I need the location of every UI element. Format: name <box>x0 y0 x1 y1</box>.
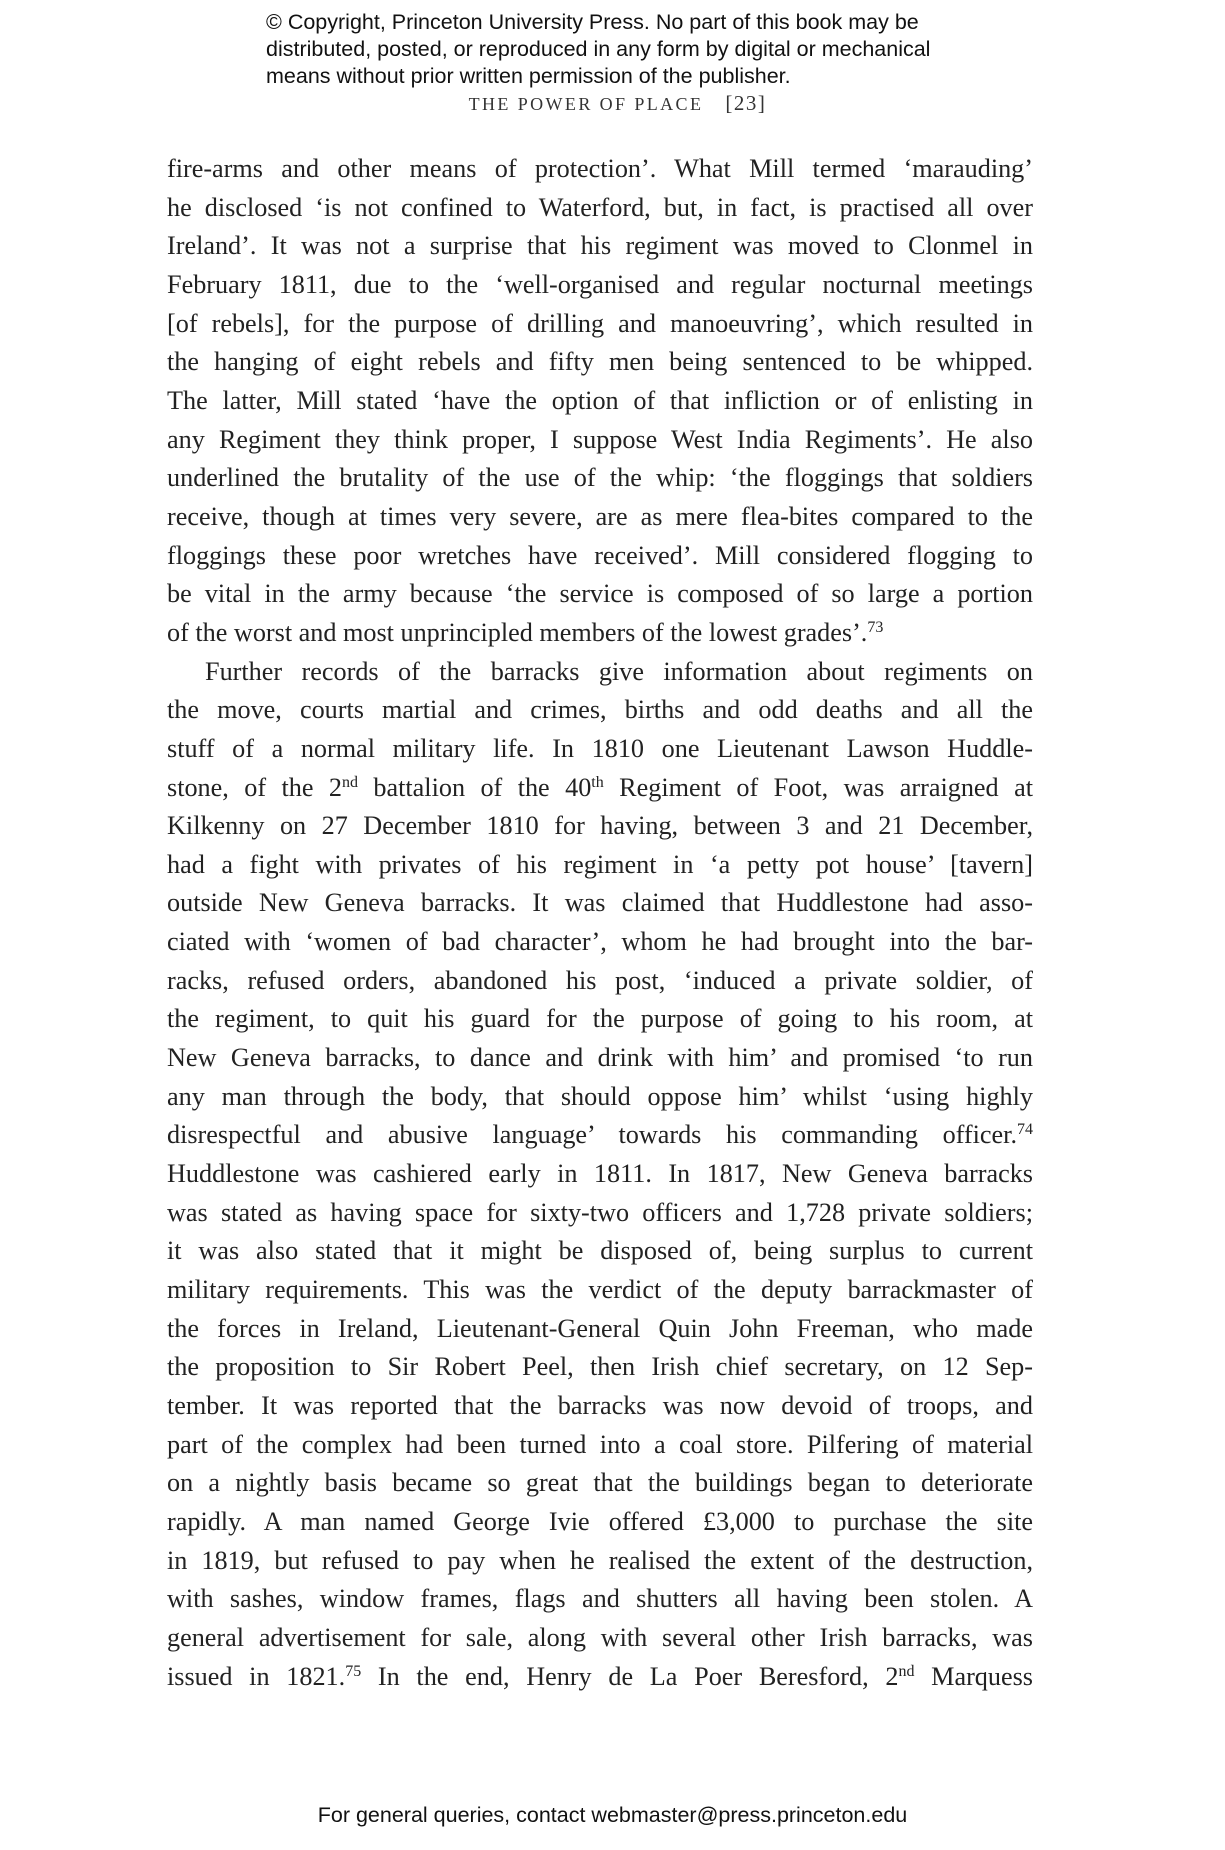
text-line: stuff of a normal military life. In 1810 one Lieutenant Lawson Huddle- <box>167 733 1033 763</box>
text-line: February 1811, due to the ‘well-organised and regular nocturnal meetings <box>167 269 1033 299</box>
text-line: part of the complex had been turned into a coal store. Pilfering of material <box>167 1429 1033 1459</box>
text-line: [of rebels], for the purpose of drilling and manoeuvring’, which resulted in <box>167 308 1033 338</box>
ordinal-superscript: th <box>591 773 604 791</box>
footer-contact: For general queries, contact webmaster@press.princeton.edu <box>317 1803 908 1827</box>
text-line: racks, refused orders, abandoned his post, ‘induced a private soldier, of <box>167 965 1033 995</box>
copyright-notice <box>266 9 986 90</box>
text-line: in 1819, but refused to pay when he realised the extent of the destruction, <box>167 1545 1033 1575</box>
text-line: the regiment, to quit his guard for the purpose of going to his room, at <box>167 1004 1033 1034</box>
text-span: of the worst and most unprincipled members of the lowest grades’. <box>167 617 868 647</box>
text-line: tember. It was reported that the barracks was now devoid of troops, and <box>167 1391 1033 1420</box>
text-line: was stated as having space for sixty-two officers and 1,728 private soldiers; <box>167 1197 1033 1227</box>
copyright-line: distributed, posted, or reproduced in any form by digital or mechanical <box>266 37 931 61</box>
ordinal-superscript: nd <box>898 1662 915 1680</box>
text-line: with sashes, window frames, flags and shutters all having been stolen. A <box>167 1584 1033 1614</box>
text-line: general advertisement for sale, along with several other Irish barracks, was <box>167 1622 1033 1652</box>
body-text <box>167 150 1033 1696</box>
text-span: disrespectful and abusive language’ towards his commanding officer. <box>167 1120 1017 1150</box>
text-line: he disclosed ‘is not confined to Waterford, but, in fact, is practised all over <box>167 192 1033 222</box>
text-span: Regiment of Foot, was arraigned at <box>603 772 1033 802</box>
text-line: outside New Geneva barracks. It was claimed that Huddlestone had asso- <box>167 888 1033 918</box>
text-line: the move, courts martial and crimes, births and odd deaths and all the <box>167 695 1033 725</box>
text-line: any Regiment they think proper, I suppose West India Regiments’. He also <box>167 424 1033 454</box>
text-line: Huddlestone was cashiered early in 1811. In 1817, New Geneva barracks <box>167 1159 1033 1189</box>
text-line: the hanging of eight rebels and fifty men being sentenced to be whipped. <box>167 347 1033 377</box>
text-span: battalion of the 40 <box>357 772 592 802</box>
text-line: The latter, Mill stated ‘have the option of that infliction or of enlisting in <box>167 385 1033 415</box>
footnote-ref-73[interactable]: 73 <box>867 618 884 636</box>
text-line: on a nightly basis became so great that the buildings began to deteriorate <box>167 1468 1033 1498</box>
text-line: Ireland’. It was not a surprise that his regiment was moved to Clonmel in <box>167 231 1033 261</box>
running-head <box>0 91 1225 116</box>
text-line: had a fight with privates of his regiment in ‘a petty pot house’ [tavern] <box>167 849 1033 879</box>
text-line: military requirements. This was the verdict of the deputy barrackmaster of <box>167 1275 1033 1305</box>
text-line: it was also stated that it might be disposed of, being surplus to current <box>167 1236 1033 1266</box>
text-line: Kilkenny on 27 December 1810 for having, between 3 and 21 December, <box>167 811 1033 841</box>
text-span: issued in 1821. <box>167 1661 346 1691</box>
text-line: the forces in Ireland, Lieutenant-General Quin John Freeman, who made <box>167 1313 1033 1343</box>
page-number: [23] <box>725 91 767 115</box>
text-line <box>167 1116 1033 1155</box>
text-line: receive, though at times very severe, are as mere flea-bites compared to the <box>167 501 1033 531</box>
text-span: In the end, Henry de La Poer Beresford, 2 <box>361 1661 899 1691</box>
text-line <box>167 614 1033 653</box>
text-line: New Geneva barracks, to dance and drink with him’ and promised ‘to run <box>167 1043 1033 1073</box>
footnote-ref-74[interactable]: 74 <box>1017 1121 1033 1139</box>
text-line: Further records of the barracks give information about regiments on <box>205 656 1033 686</box>
text-line <box>167 769 1033 808</box>
text-span: Marquess <box>914 1661 1033 1691</box>
text-line: rapidly. A man named George Ivie offered £3,000 to purchase the site <box>167 1506 1033 1536</box>
text-line: any man through the body, that should oppose him’ whilst ‘using highly <box>167 1081 1033 1111</box>
text-line: ciated with ‘women of bad character’, whom he had brought into the bar- <box>167 927 1033 957</box>
text-line: be vital in the army because ‘the service is composed of so large a portion <box>167 579 1033 609</box>
text-line: the proposition to Sir Robert Peel, then Irish chief secretary, on 12 Sep- <box>167 1352 1033 1382</box>
text-line <box>167 1658 1033 1697</box>
text-span: stone, of the 2 <box>167 772 342 802</box>
running-head-title: THE POWER OF PLACE <box>468 94 704 114</box>
ordinal-superscript: nd <box>341 773 358 791</box>
footnote-ref-75[interactable]: 75 <box>345 1662 362 1680</box>
copyright-line: © Copyright, Princeton University Press. No part of this book may be <box>266 10 919 34</box>
text-line: fire-arms and other means of protection’. What Mill termed ‘marauding’ <box>167 154 1033 183</box>
text-line: underlined the brutality of the use of the whip: ‘the floggings that soldiers <box>167 463 1033 493</box>
copyright-line: means without prior written permission of the publisher. <box>266 64 791 88</box>
text-line: floggings these poor wretches have received’. Mill considered flogging to <box>167 540 1033 570</box>
